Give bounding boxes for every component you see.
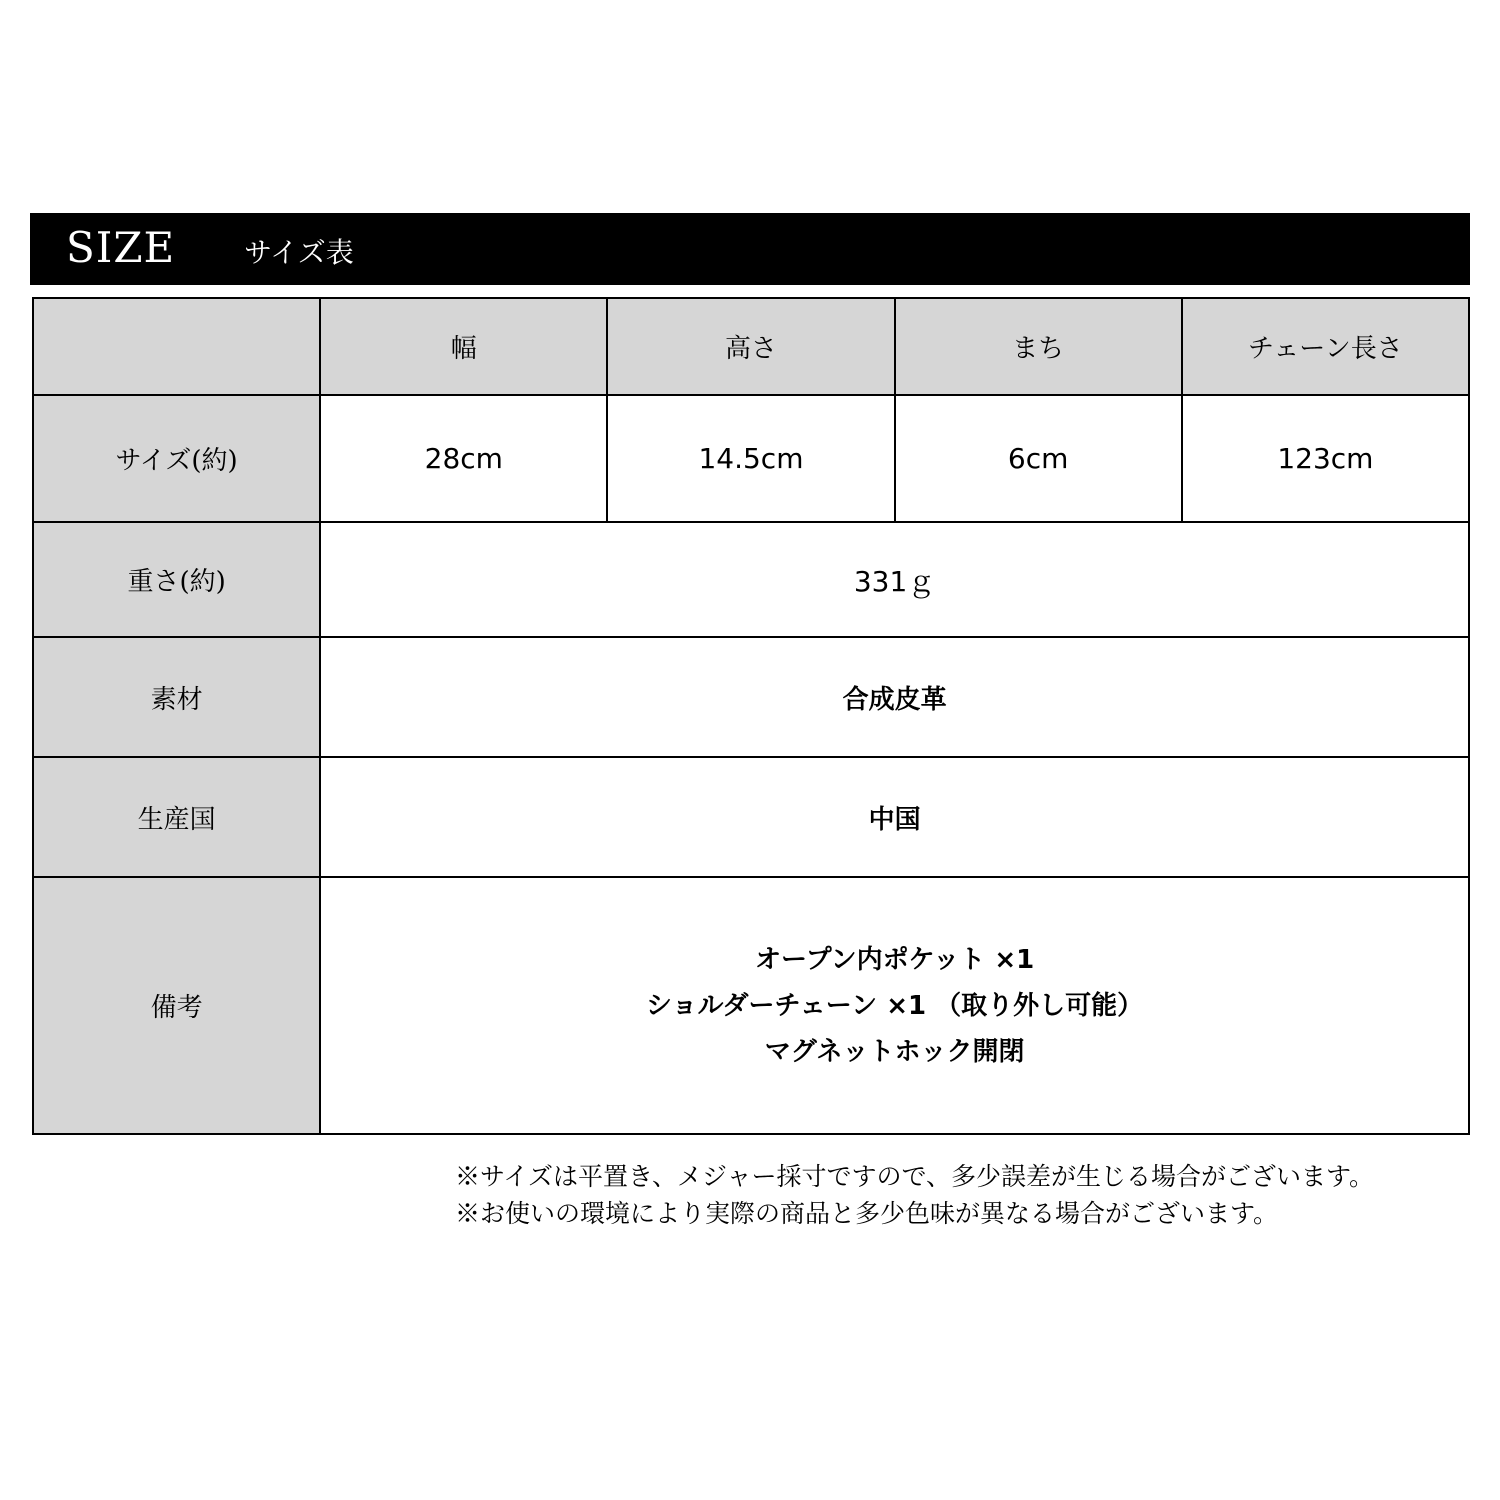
size-header-bar xyxy=(30,213,1470,285)
origin-row-label: 生産国 xyxy=(33,757,320,877)
material-row xyxy=(33,637,1469,757)
footnote-measurement: ※サイズは平置き、メジャー採寸ですので、多少誤差が生じる場合がございます。 xyxy=(455,1162,1375,1191)
corner-cell xyxy=(33,298,320,395)
notes-cell xyxy=(320,877,1469,1134)
column-header-gusset: まち xyxy=(895,298,1182,395)
material-value: 合成皮革 xyxy=(320,637,1469,757)
size-row xyxy=(33,395,1469,522)
size-gusset-value: 6cm xyxy=(895,395,1182,522)
notes-row-label: 備考 xyxy=(33,877,320,1134)
column-header-width: 幅 xyxy=(320,298,607,395)
column-header-row xyxy=(33,298,1469,395)
notes-row xyxy=(33,877,1469,1134)
weight-row xyxy=(33,522,1469,637)
column-header-height: 高さ xyxy=(607,298,894,395)
header-subtitle: サイズ表 xyxy=(244,236,354,269)
size-width-value: 28cm xyxy=(320,395,607,522)
size-chain-value: 123cm xyxy=(1182,395,1469,522)
note-line-pocket: オープン内ポケット ×1 xyxy=(754,944,1035,975)
material-row-label: 素材 xyxy=(33,637,320,757)
note-line-closure: マグネットホック開閉 xyxy=(764,1036,1025,1067)
column-header-chain-length: チェーン長さ xyxy=(1182,298,1469,395)
header-title: SIZE xyxy=(66,223,176,272)
origin-value: 中国 xyxy=(320,757,1469,877)
note-line-chain: ショルダーチェーン ×1 （取り外し可能） xyxy=(646,990,1144,1021)
footnote-color: ※お使いの環境により実際の商品と多少色味が異なる場合がございます。 xyxy=(455,1199,1279,1228)
weight-value: 331ｇ xyxy=(320,522,1469,637)
footnotes xyxy=(455,1158,1374,1232)
size-height-value: 14.5cm xyxy=(607,395,894,522)
size-row-label: サイズ(約) xyxy=(33,395,320,522)
origin-row xyxy=(33,757,1469,877)
weight-row-label: 重さ(約) xyxy=(33,522,320,637)
size-table xyxy=(32,297,1470,1135)
